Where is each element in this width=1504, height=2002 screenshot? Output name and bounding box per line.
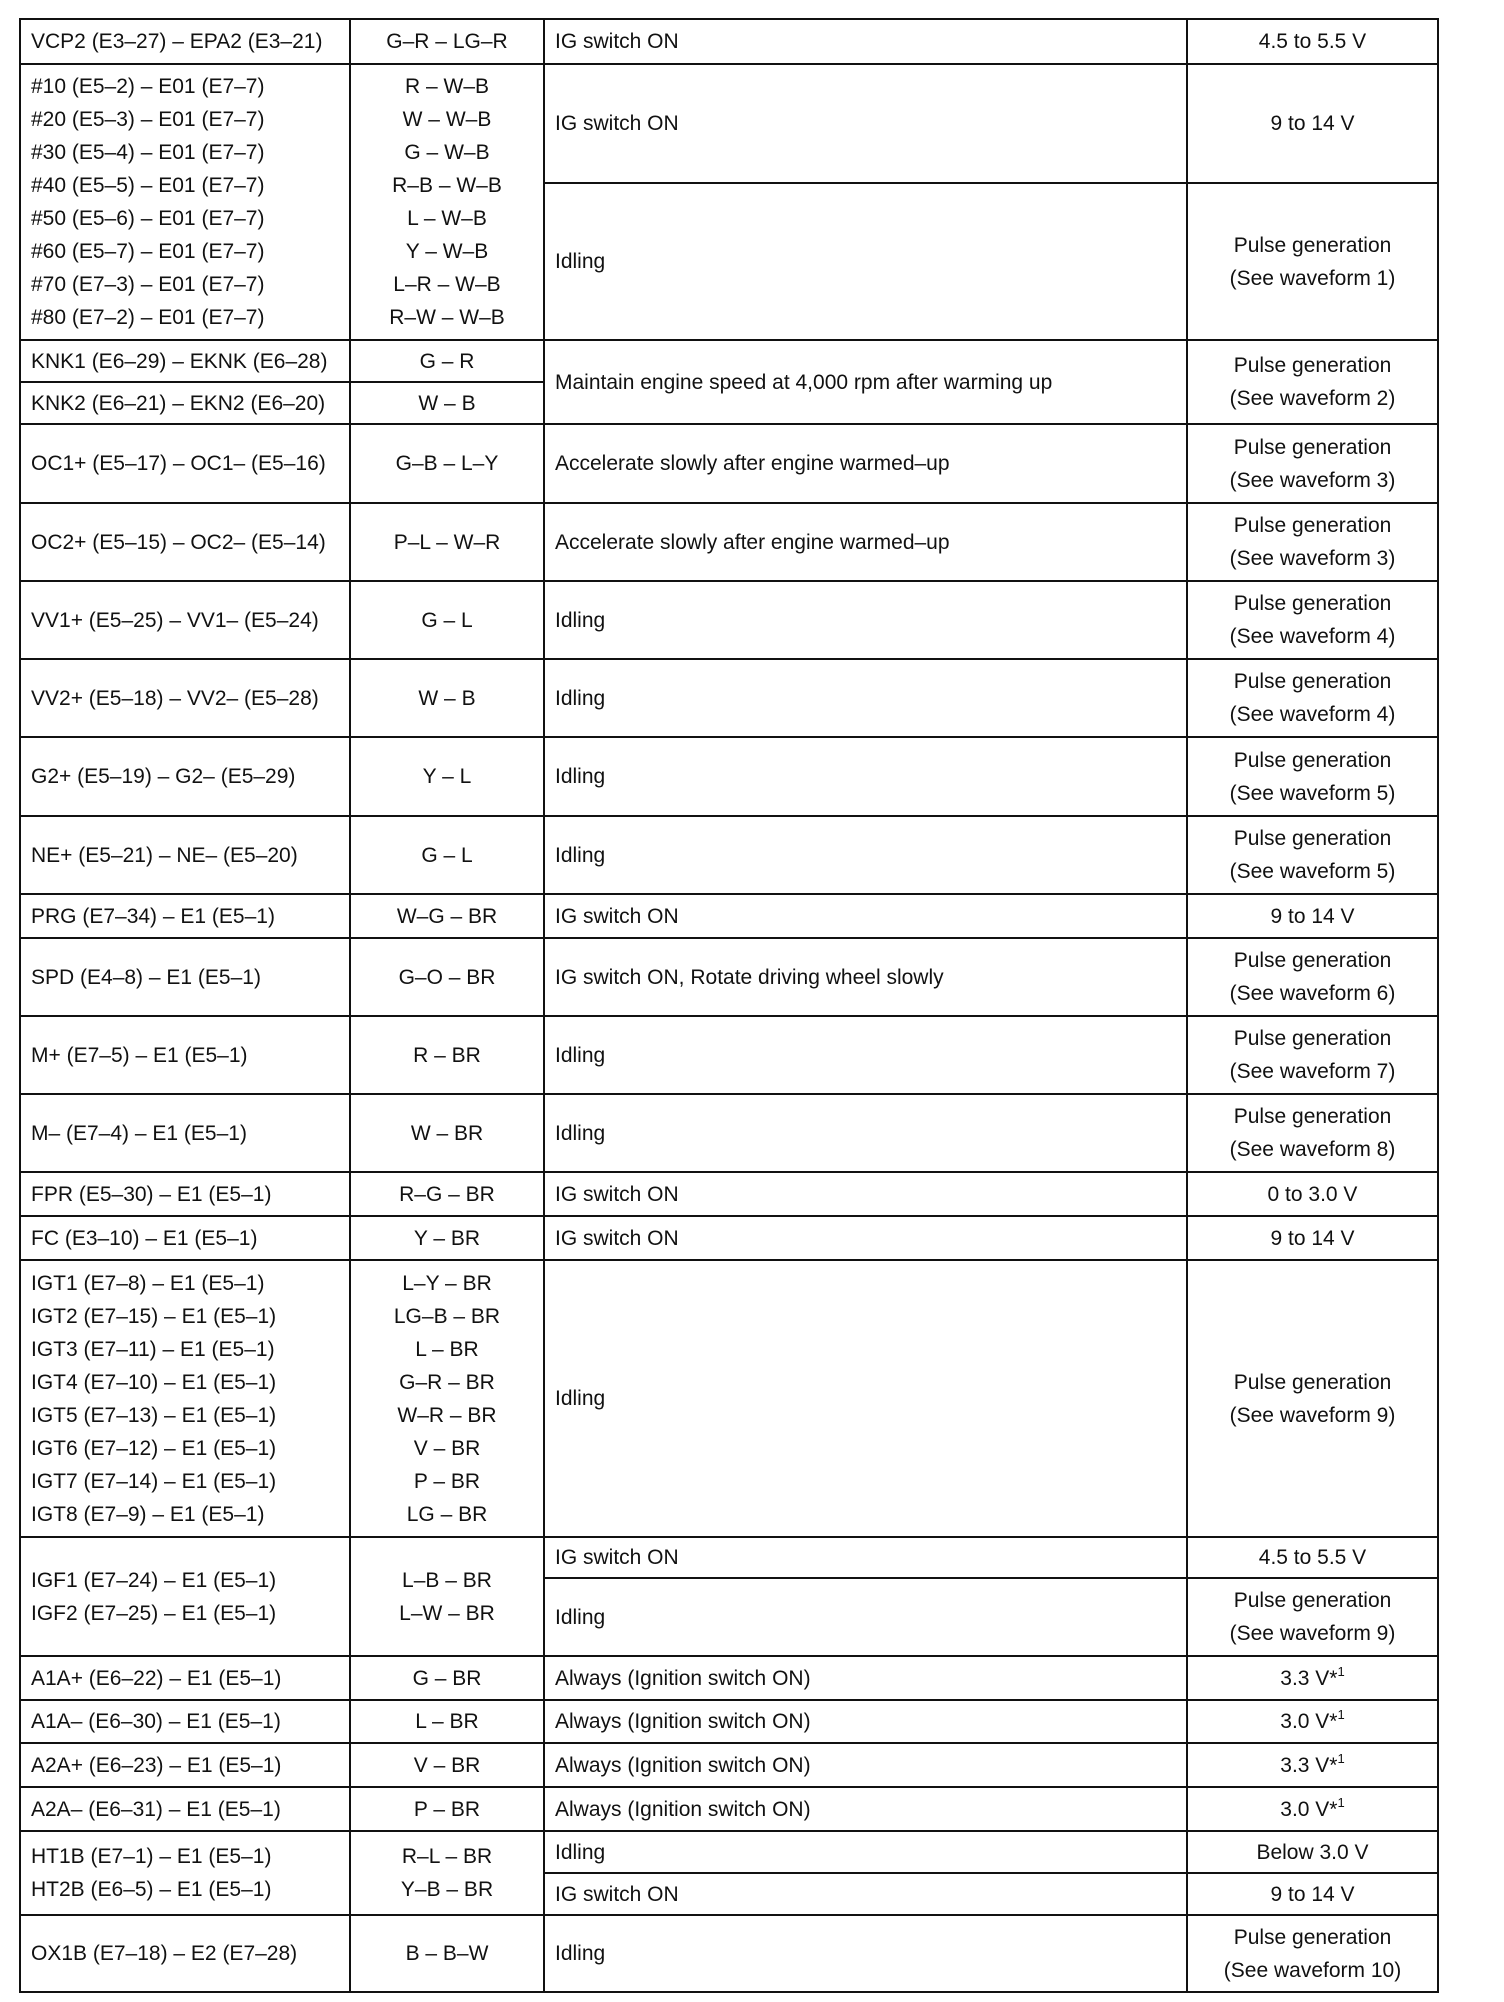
spec-value: Pulse generation	[1233, 949, 1392, 972]
terminal-cell	[20, 816, 350, 894]
condition-label: Idling	[555, 250, 606, 273]
terminal-label: #50 (E5–6) – E01 (E7–7)	[31, 207, 265, 230]
condition-cell	[544, 183, 1187, 340]
spec-value: Pulse generation	[1233, 1370, 1392, 1394]
wiring-cell	[350, 503, 544, 581]
spec-waveform-ref: (See waveform 1)	[1229, 266, 1396, 290]
condition-label: IG switch ON	[555, 30, 679, 53]
ecm-terminal-inspection-table	[19, 18, 1439, 1993]
table-row	[20, 1831, 1438, 1873]
wiring-cell	[350, 340, 544, 382]
spec-waveform-ref: (See waveform 4)	[1229, 625, 1396, 648]
terminal-label: HT2B (E6–5) – E1 (E5–1)	[31, 1878, 272, 1901]
condition-label: Idling	[555, 1121, 606, 1145]
terminal-cell	[20, 1260, 350, 1537]
wiring-cell	[350, 1743, 544, 1787]
table-row	[20, 19, 1438, 64]
terminal-label: #20 (E5–3) – E01 (E7–7)	[31, 108, 265, 131]
wire-color-label: W – BR	[410, 1121, 484, 1145]
spec-cell	[1187, 938, 1438, 1016]
condition-cell	[544, 64, 1187, 183]
terminal-cell	[20, 659, 350, 737]
table-row	[20, 64, 1438, 183]
condition-label: Accelerate slowly after engine warmed–up	[555, 452, 950, 475]
spec-cell	[1187, 1743, 1438, 1787]
terminal-label: IGT6 (E7–12) – E1 (E5–1)	[31, 1436, 277, 1460]
wiring-cell	[350, 1537, 544, 1656]
spec-value: Pulse generation	[1233, 1105, 1392, 1128]
wire-color-label: W – B	[418, 391, 476, 415]
terminal-label: SPD (E4–8) – E1 (E5–1)	[31, 965, 261, 989]
terminal-cell	[20, 19, 350, 64]
terminal-cell	[20, 382, 350, 424]
table-row	[20, 1016, 1438, 1094]
condition-label: Idling	[555, 1043, 606, 1067]
spec-cell	[1187, 1016, 1438, 1094]
wire-color-label: R – BR	[413, 1043, 481, 1067]
terminal-label: KNK2 (E6–21) – EKN2 (E6–20)	[31, 391, 326, 415]
spec-cell	[1187, 183, 1438, 340]
terminal-label: #60 (E5–7) – E01 (E7–7)	[31, 240, 265, 263]
table-row	[20, 659, 1438, 737]
spec-value: Pulse generation	[1233, 354, 1392, 377]
terminal-cell	[20, 1172, 350, 1216]
condition-cell	[544, 1831, 1187, 1873]
spec-value: 3.3 V*	[1280, 1666, 1338, 1690]
spec-waveform-ref: (See waveform 7)	[1229, 1060, 1396, 1083]
wiring-cell	[350, 581, 544, 659]
terminal-label: IGF1 (E7–24) – E1 (E5–1)	[31, 1568, 277, 1592]
spec-cell	[1187, 1537, 1438, 1578]
condition-label: Idling	[555, 765, 606, 788]
condition-cell	[544, 19, 1187, 64]
wiring-cell	[350, 424, 544, 503]
table-row	[20, 938, 1438, 1016]
terminal-label: A2A+ (E6–23) – E1 (E5–1)	[31, 1753, 282, 1777]
spec-value: Pulse generation	[1233, 748, 1392, 772]
terminal-label: PRG (E7–34) – E1 (E5–1)	[31, 904, 275, 928]
spec-value: 4.5 to 5.5 V	[1258, 30, 1367, 53]
wire-color-label: Y–B – BR	[400, 1878, 494, 1901]
terminal-label: IGF2 (E7–25) – E1 (E5–1)	[31, 1601, 277, 1625]
footnote-marker: 1	[1337, 1663, 1345, 1679]
wire-color-label: L – W–B	[407, 207, 487, 230]
terminal-cell	[20, 424, 350, 503]
spec-value: 9 to 14 V	[1270, 1226, 1355, 1250]
terminal-label: M+ (E7–5) – E1 (E5–1)	[31, 1043, 248, 1067]
condition-cell	[544, 1656, 1187, 1700]
wire-color-label: R–W – W–B	[389, 306, 505, 329]
spec-value: 9 to 14 V	[1270, 1882, 1355, 1906]
spec-cell	[1187, 1216, 1438, 1260]
terminal-label: #70 (E7–3) – E01 (E7–7)	[31, 273, 265, 296]
condition-cell	[544, 659, 1187, 737]
condition-label: IG switch ON, Rotate driving wheel slowly	[555, 965, 944, 989]
footnote-marker: 1	[1337, 1794, 1345, 1810]
spec-value: 9 to 14 V	[1270, 904, 1355, 928]
wiring-cell	[350, 1656, 544, 1700]
condition-label: Idling	[555, 1840, 606, 1864]
condition-label: Always (Ignition switch ON)	[555, 1710, 811, 1733]
condition-label: Idling	[555, 608, 606, 632]
spec-waveform-ref: (See waveform 6)	[1229, 982, 1396, 1005]
terminal-label: FPR (E5–30) – E1 (E5–1)	[31, 1182, 272, 1206]
spec-cell	[1187, 1656, 1438, 1700]
spec-value: 4.5 to 5.5 V	[1258, 1546, 1367, 1569]
wire-color-label: P–L – W–R	[393, 530, 501, 554]
terminal-label: A1A+ (E6–22) – E1 (E5–1)	[31, 1666, 282, 1690]
spec-cell	[1187, 894, 1438, 938]
wire-color-label: L–Y – BR	[402, 1271, 492, 1295]
terminal-label: #10 (E5–2) – E01 (E7–7)	[31, 75, 265, 98]
table-row	[20, 1656, 1438, 1700]
terminal-label: IGT2 (E7–15) – E1 (E5–1)	[31, 1304, 277, 1328]
condition-label: IG switch ON	[555, 1546, 679, 1569]
wire-color-label: V – BR	[413, 1436, 481, 1460]
terminal-label: G2+ (E5–19) – G2– (E5–29)	[31, 765, 296, 788]
condition-label: IG switch ON	[555, 112, 679, 135]
wiring-cell	[350, 737, 544, 816]
wiring-cell	[350, 659, 544, 737]
spec-waveform-ref: (See waveform 3)	[1229, 468, 1396, 492]
condition-cell	[544, 581, 1187, 659]
terminal-label: IGT4 (E7–10) – E1 (E5–1)	[31, 1370, 277, 1394]
terminal-cell	[20, 894, 350, 938]
spec-value: Pulse generation	[1233, 1027, 1392, 1050]
condition-cell	[544, 1094, 1187, 1172]
spec-value: 0 to 3.0 V	[1267, 1182, 1358, 1206]
terminal-cell	[20, 737, 350, 816]
table-row	[20, 894, 1438, 938]
spec-cell	[1187, 1094, 1438, 1172]
condition-cell	[544, 1700, 1187, 1743]
spec-cell	[1187, 737, 1438, 816]
condition-cell	[544, 1172, 1187, 1216]
wire-color-label: Y – BR	[413, 1226, 481, 1250]
spec-cell	[1187, 659, 1438, 737]
spec-cell	[1187, 581, 1438, 659]
spec-waveform-ref: (See waveform 9)	[1229, 1403, 1396, 1427]
wiring-cell	[350, 1016, 544, 1094]
spec-waveform-ref: (See waveform 8)	[1229, 1138, 1396, 1161]
table-row	[20, 1172, 1438, 1216]
wire-color-label: R–L – BR	[401, 1845, 493, 1868]
wiring-cell	[350, 19, 544, 64]
spec-cell	[1187, 64, 1438, 183]
condition-cell	[544, 938, 1187, 1016]
wire-color-label: LG – BR	[406, 1502, 488, 1526]
terminal-label: NE+ (E5–21) – NE– (E5–20)	[31, 843, 298, 867]
spec-value: Below 3.0 V	[1256, 1840, 1369, 1864]
terminal-label: VCP2 (E3–27) – EPA2 (E3–21)	[31, 30, 323, 53]
condition-cell	[544, 1537, 1187, 1578]
wire-color-label: R–G – BR	[399, 1182, 495, 1206]
terminal-cell	[20, 503, 350, 581]
wiring-cell	[350, 1787, 544, 1831]
wiring-cell	[350, 816, 544, 894]
wire-color-label: L–B – BR	[402, 1568, 492, 1592]
spec-waveform-ref: (See waveform 2)	[1229, 387, 1396, 410]
wiring-cell	[350, 1260, 544, 1537]
spec-value: Pulse generation	[1233, 514, 1392, 537]
terminal-label: M– (E7–4) – E1 (E5–1)	[31, 1121, 247, 1145]
spec-cell	[1187, 1260, 1438, 1537]
table-row	[20, 816, 1438, 894]
wire-color-label: P – BR	[413, 1797, 481, 1821]
wire-color-label: G – L	[421, 608, 473, 632]
condition-cell	[544, 1873, 1187, 1915]
terminal-cell	[20, 1016, 350, 1094]
spec-cell	[1187, 816, 1438, 894]
condition-cell	[544, 1915, 1187, 1992]
terminal-label: VV2+ (E5–18) – VV2– (E5–28)	[31, 686, 319, 710]
terminal-cell	[20, 1094, 350, 1172]
terminal-label: OC1+ (E5–17) – OC1– (E5–16)	[31, 452, 326, 475]
table-row	[20, 581, 1438, 659]
footnote-marker: 1	[1337, 1707, 1345, 1722]
terminal-cell	[20, 1915, 350, 1992]
wiring-cell	[350, 1700, 544, 1743]
condition-cell	[544, 1578, 1187, 1656]
condition-label: Always (Ignition switch ON)	[555, 1797, 811, 1821]
wire-color-label: W – W–B	[402, 108, 492, 131]
wire-color-label: R–B – W–B	[392, 174, 502, 197]
table-row	[20, 1787, 1438, 1831]
wiring-cell	[350, 894, 544, 938]
wire-color-label: L–R – W–B	[393, 273, 501, 296]
terminal-cell	[20, 1700, 350, 1743]
wire-color-label: R – W–B	[404, 75, 490, 98]
terminal-cell	[20, 1537, 350, 1656]
spec-value: 9 to 14 V	[1270, 112, 1355, 135]
terminal-label: IGT3 (E7–11) – E1 (E5–1)	[31, 1337, 275, 1361]
condition-cell	[544, 1016, 1187, 1094]
table-row	[20, 1094, 1438, 1172]
spec-cell	[1187, 1915, 1438, 1992]
wire-color-label: Y – W–B	[405, 240, 489, 263]
condition-label: Always (Ignition switch ON)	[555, 1666, 811, 1690]
spec-cell	[1187, 1787, 1438, 1831]
spec-value: Pulse generation	[1233, 1925, 1392, 1949]
spec-waveform-ref: (See waveform 10)	[1223, 1958, 1402, 1982]
wire-color-label: W–R – BR	[397, 1403, 497, 1427]
spec-cell	[1187, 503, 1438, 581]
condition-cell	[544, 816, 1187, 894]
wiring-cell	[350, 1831, 544, 1915]
terminal-cell	[20, 1831, 350, 1915]
wiring-cell	[350, 1094, 544, 1172]
terminal-label: FC (E3–10) – E1 (E5–1)	[31, 1226, 258, 1250]
wire-color-label: L – BR	[415, 1710, 479, 1733]
condition-label: IG switch ON	[555, 1182, 679, 1206]
table-row	[20, 1700, 1438, 1743]
condition-cell	[544, 424, 1187, 503]
condition-cell	[544, 894, 1187, 938]
spec-value: Pulse generation	[1233, 1589, 1392, 1612]
spec-value: Pulse generation	[1233, 592, 1392, 615]
spec-value: Pulse generation	[1233, 435, 1392, 459]
terminal-label: KNK1 (E6–29) – EKNK (E6–28)	[31, 349, 328, 373]
terminal-label: OC2+ (E5–15) – OC2– (E5–14)	[31, 530, 326, 554]
spec-waveform-ref: (See waveform 3)	[1229, 547, 1396, 570]
wire-color-label: G – W–B	[404, 141, 490, 164]
table-row	[20, 340, 1438, 382]
wire-color-label: P – BR	[413, 1469, 481, 1493]
terminal-label: A2A– (E6–31) – E1 (E5–1)	[31, 1797, 281, 1821]
terminal-label: IGT5 (E7–13) – E1 (E5–1)	[31, 1403, 277, 1427]
spec-value: Pulse generation	[1233, 827, 1392, 850]
condition-cell	[544, 1260, 1187, 1537]
wire-color-label: V – BR	[413, 1753, 481, 1777]
condition-label: Maintain engine speed at 4,000 rpm after warming up	[555, 370, 1053, 394]
terminal-cell	[20, 340, 350, 382]
spec-cell	[1187, 424, 1438, 503]
condition-cell	[544, 1743, 1187, 1787]
spec-cell	[1187, 19, 1438, 64]
terminal-label: HT1B (E7–1) – E1 (E5–1)	[31, 1845, 272, 1868]
wiring-cell	[350, 64, 544, 340]
condition-cell	[544, 1787, 1187, 1831]
condition-label: Idling	[555, 1387, 606, 1410]
table-row	[20, 1537, 1438, 1578]
terminal-cell	[20, 64, 350, 340]
spec-value: 3.3 V*	[1280, 1753, 1338, 1777]
condition-label: Idling	[555, 1942, 606, 1965]
wire-color-label: G – BR	[412, 1666, 482, 1690]
terminal-cell	[20, 1787, 350, 1831]
condition-cell	[544, 1216, 1187, 1260]
terminal-label: #30 (E5–4) – E01 (E7–7)	[31, 141, 265, 164]
spec-waveform-ref: (See waveform 9)	[1229, 1622, 1396, 1645]
terminal-label: IGT8 (E7–9) – E1 (E5–1)	[31, 1502, 265, 1526]
spec-waveform-ref: (See waveform 5)	[1229, 860, 1396, 883]
wire-color-label: L–W – BR	[399, 1601, 495, 1625]
terminal-label: VV1+ (E5–25) – VV1– (E5–24)	[31, 608, 319, 632]
wiring-cell	[350, 1172, 544, 1216]
condition-label: Always (Ignition switch ON)	[555, 1753, 811, 1777]
condition-cell	[544, 737, 1187, 816]
table-row	[20, 1216, 1438, 1260]
spec-cell	[1187, 340, 1438, 424]
wire-color-label: G–B – L–Y	[395, 452, 499, 475]
condition-label: Idling	[555, 1605, 606, 1629]
table-row	[20, 503, 1438, 581]
terminal-label: #80 (E7–2) – E01 (E7–7)	[31, 306, 265, 329]
spec-waveform-ref: (See waveform 4)	[1229, 703, 1396, 726]
condition-cell	[544, 340, 1187, 424]
terminal-cell	[20, 581, 350, 659]
spec-value: 3.0 V*	[1280, 1710, 1338, 1733]
wire-color-label: LG–B – BR	[393, 1304, 501, 1328]
wire-color-label: L – BR	[415, 1337, 479, 1361]
table-row	[20, 1915, 1438, 1992]
terminal-label: A1A– (E6–30) – E1 (E5–1)	[31, 1710, 281, 1733]
condition-label: Accelerate slowly after engine warmed–up	[555, 530, 950, 554]
terminal-cell	[20, 1743, 350, 1787]
table-row	[20, 1260, 1438, 1537]
spec-cell	[1187, 1873, 1438, 1915]
wiring-cell	[350, 938, 544, 1016]
wiring-cell	[350, 1216, 544, 1260]
table-row	[20, 737, 1438, 816]
spec-cell	[1187, 1578, 1438, 1656]
wire-color-label: B – B–W	[405, 1942, 489, 1965]
spec-value: Pulse generation	[1233, 670, 1392, 693]
wire-color-label: W – B	[418, 686, 476, 710]
terminal-label: OX1B (E7–18) – E2 (E7–28)	[31, 1942, 298, 1965]
wire-color-label: Y – L	[422, 765, 472, 788]
spec-value: 3.0 V*	[1280, 1797, 1338, 1821]
spec-waveform-ref: (See waveform 5)	[1229, 781, 1396, 805]
terminal-label: IGT1 (E7–8) – E1 (E5–1)	[31, 1271, 265, 1295]
wire-color-label: G–R – LG–R	[386, 30, 508, 53]
wire-color-label: W–G – BR	[396, 904, 498, 928]
table-row	[20, 1743, 1438, 1787]
terminal-cell	[20, 1656, 350, 1700]
spec-cell	[1187, 1172, 1438, 1216]
table-row	[20, 424, 1438, 503]
terminal-label: IGT7 (E7–14) – E1 (E5–1)	[31, 1469, 277, 1493]
condition-label: Idling	[555, 686, 606, 710]
condition-label: IG switch ON	[555, 1226, 679, 1250]
condition-label: Idling	[555, 843, 606, 867]
footnote-marker: 1	[1337, 1750, 1345, 1766]
condition-label: IG switch ON	[555, 904, 679, 928]
wire-color-label: G–O – BR	[398, 965, 496, 989]
terminal-cell	[20, 1216, 350, 1260]
terminal-label: #40 (E5–5) – E01 (E7–7)	[31, 174, 265, 197]
wiring-cell	[350, 382, 544, 424]
terminal-cell	[20, 938, 350, 1016]
wire-color-label: G–R – BR	[399, 1370, 495, 1394]
spec-cell	[1187, 1831, 1438, 1873]
spec-cell	[1187, 1700, 1438, 1743]
wire-color-label: G – L	[421, 843, 473, 867]
wiring-cell	[350, 1915, 544, 1992]
wire-color-label: G – R	[419, 349, 475, 373]
spec-value: Pulse generation	[1233, 233, 1392, 257]
condition-label: IG switch ON	[555, 1882, 679, 1906]
condition-cell	[544, 503, 1187, 581]
